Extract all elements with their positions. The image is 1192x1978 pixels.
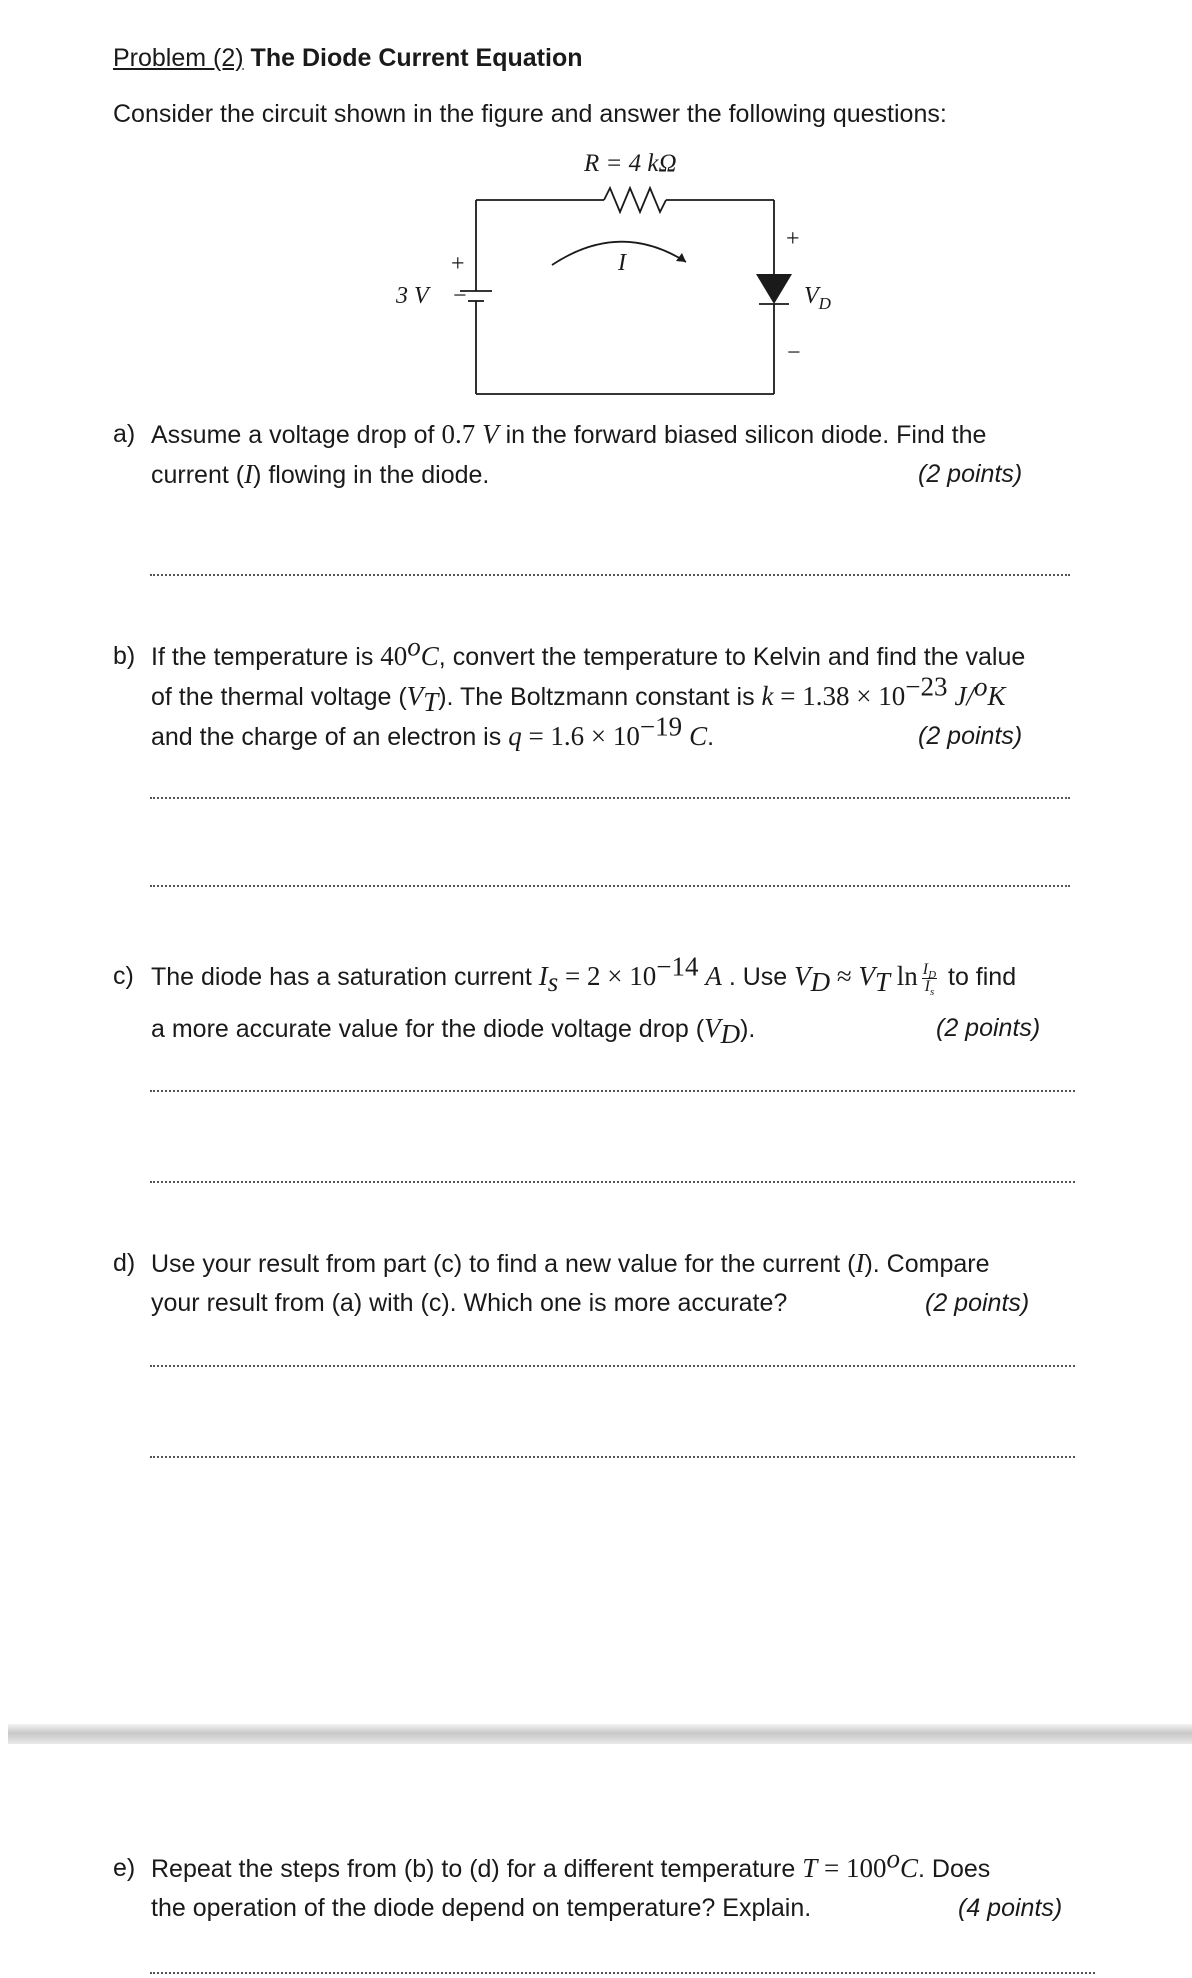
question-b-line1: If the temperature is 40$^o$C, convert the temperature to Kelvin and find the value — [151, 631, 1026, 671]
page-separator — [8, 1724, 1192, 1744]
question-c-line2: a more accurate value for the diode voltage drop $(V_D)$. — [151, 1013, 756, 1049]
question-c-marker: c) — [113, 962, 134, 990]
circuit-diagram — [380, 150, 860, 410]
current-label: I — [618, 250, 626, 276]
answer-line-a1[interactable] — [150, 574, 1070, 576]
question-d-marker: d) — [113, 1249, 136, 1277]
question-a-points: (2 points) — [918, 460, 1023, 488]
answer-line-d1[interactable] — [150, 1365, 1075, 1367]
answer-line-c1[interactable] — [150, 1090, 1075, 1092]
diode-minus: − — [787, 340, 801, 366]
source-plus: + — [451, 251, 465, 277]
source-minus: − — [453, 283, 467, 309]
question-e-line1: Repeat the steps from (b) to (d) for a different temperature $T = 100^oC$. Does — [151, 1843, 991, 1883]
question-e-line2: the operation of the diode depend on temperature? Explain. — [151, 1894, 812, 1922]
question-b-points: (2 points) — [918, 722, 1023, 750]
question-e-points: (4 points) — [958, 1894, 1063, 1922]
question-a-line1: Assume a voltage drop of 0.7 V in the forward biased silicon diode. Find the — [151, 419, 987, 449]
question-c-line1: The diode has a saturation current $I_s = 2 \times 10^{-14}$ A . Use $V_D \approx V_T$ ln $\frac{I_D}{I_s}$ to find — [151, 951, 1017, 999]
source-label: 3 V — [396, 283, 429, 309]
question-d-line2: your result from (a) with (c). Which one is more accurate? — [151, 1289, 788, 1317]
diode-symbol — [756, 274, 792, 304]
diode-plus: + — [786, 226, 800, 252]
resistor-label: R = 4 kΩ — [584, 150, 677, 177]
question-b-marker: b) — [113, 642, 136, 670]
question-c-points: (2 points) — [936, 1014, 1041, 1042]
diode-voltage-label: $V_D$ — [804, 283, 831, 313]
question-b-line3: and the charge of an electron is $q = 1.6 \times 10^{-19}$ C. — [151, 711, 715, 751]
answer-line-c2[interactable] — [150, 1181, 1075, 1183]
question-d-points: (2 points) — [925, 1289, 1030, 1317]
answer-line-b1[interactable] — [150, 797, 1070, 799]
answer-line-e1[interactable] — [150, 1972, 1095, 1974]
intro-text: Consider the circuit shown in the figure and answer the following questions: — [113, 100, 947, 128]
ln-fraction: $\frac{I_D}{I_s}$ — [922, 960, 937, 999]
question-a-line2: current (I) flowing in the diode. — [151, 459, 490, 489]
answer-line-b2[interactable] — [150, 885, 1070, 887]
circuit-svg — [380, 150, 860, 410]
problem-title — [113, 38, 583, 78]
question-e-marker: e) — [113, 1854, 136, 1882]
question-d-line1: Use your result from part (c) to find a new value for the current (I). Compare — [151, 1248, 990, 1278]
problem-number: Problem (2) — [113, 44, 244, 72]
question-a-marker: a) — [113, 420, 136, 448]
question-b-line2: of the thermal voltage $(V_T)$. The Boltzmann constant is $k = 1.38 \times 10^{-23}$ J/$^o$K — [151, 671, 1006, 717]
problem-name: The Diode Current Equation — [250, 44, 583, 72]
answer-line-d2[interactable] — [150, 1456, 1075, 1458]
